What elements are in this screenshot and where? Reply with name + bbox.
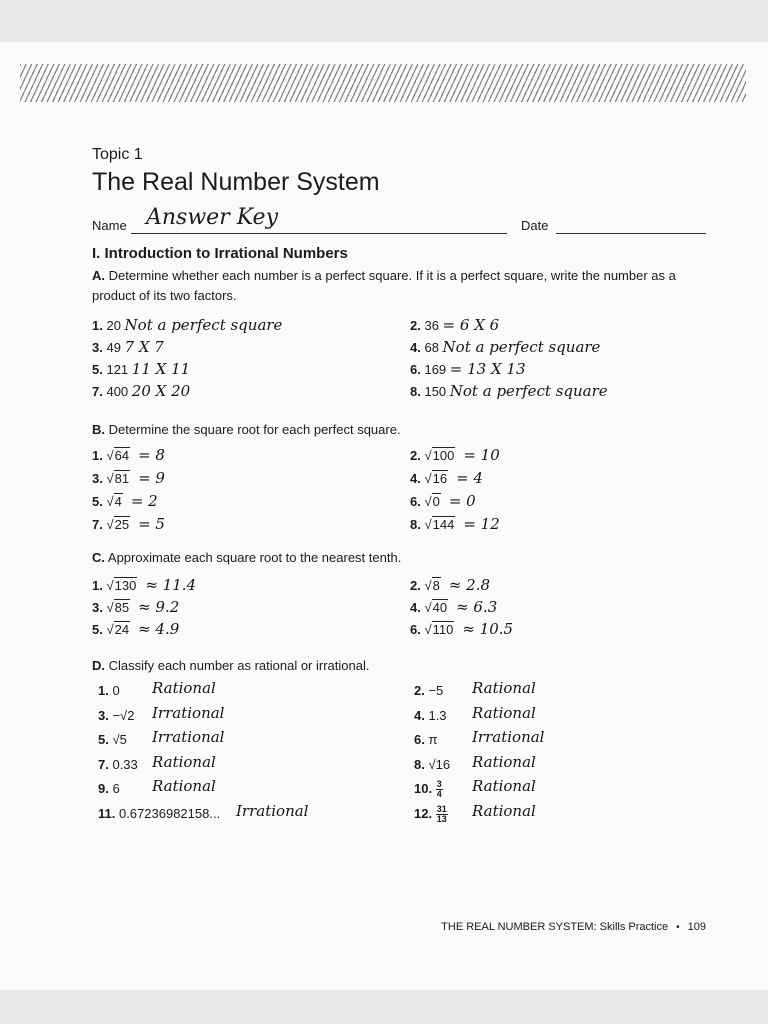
item-value: 169	[424, 362, 450, 377]
square-root	[106, 470, 130, 488]
list-item	[414, 805, 448, 824]
item-number: 3.	[98, 707, 113, 723]
item-number: 5.	[98, 732, 113, 747]
list-item	[92, 382, 190, 401]
square-root	[106, 493, 122, 511]
section-heading: I. Introduction to Irrational Numbers	[92, 245, 348, 262]
handwritten-answer: = 8	[138, 446, 165, 464]
handwritten-answer: Rational	[472, 679, 536, 697]
part-d-instruction	[92, 656, 369, 676]
item-number: 8.	[410, 517, 425, 532]
page-number: 109	[687, 921, 706, 933]
item-value: √5	[112, 732, 127, 747]
footer-bullet: •	[676, 922, 680, 933]
name-label: Name	[92, 218, 127, 233]
handwritten-answer: ≈ 9.2	[138, 598, 180, 616]
item-number: 3.	[92, 471, 107, 486]
square-root	[106, 621, 130, 639]
list-item	[98, 707, 134, 725]
item-number: 7.	[92, 517, 107, 532]
footer-text: THE REAL NUMBER SYSTEM: Skills Practice	[441, 921, 669, 933]
radicand: 25	[114, 517, 130, 532]
denominator: 13	[436, 813, 447, 824]
handwritten-answer: ≈ 4.9	[138, 620, 180, 638]
radical-sign: √	[106, 494, 114, 509]
item-number: 6.	[414, 732, 429, 747]
part-c-letter: C.	[92, 550, 105, 565]
item-number: 6.	[410, 494, 425, 509]
handwritten-answer: Rational	[472, 777, 536, 795]
radical-sign: √	[424, 448, 432, 463]
list-item	[92, 338, 164, 357]
handwritten-answer: = 10	[463, 446, 500, 464]
radicand: 4	[114, 494, 122, 509]
radicand: 85	[114, 600, 130, 615]
part-c-instruction	[92, 548, 401, 568]
handwritten-answer: Rational	[472, 801, 536, 820]
handwritten-answer: ≈ 6.3	[456, 598, 498, 616]
item-number: 6.	[410, 362, 425, 377]
handwritten-answer: Irrational	[236, 801, 309, 820]
square-root	[106, 599, 130, 617]
item-number: 4.	[410, 340, 425, 355]
item-value: 150	[424, 384, 450, 399]
list-item	[410, 446, 500, 465]
list-item	[414, 780, 443, 799]
list-item	[98, 805, 220, 823]
list-item	[98, 682, 120, 700]
square-root	[424, 516, 455, 534]
list-item	[410, 316, 499, 335]
handwritten-answer: Irrational	[152, 703, 225, 722]
square-root	[424, 621, 454, 639]
fraction	[436, 805, 448, 824]
radical-sign: √	[424, 517, 432, 532]
date-line	[556, 233, 706, 234]
item-number: 12.	[414, 805, 436, 821]
list-item	[410, 469, 483, 488]
item-number: 7.	[92, 384, 107, 399]
handwritten-answer: Rational	[152, 777, 216, 795]
item-number: 4.	[414, 707, 429, 723]
date-label: Date	[521, 218, 549, 233]
list-item	[98, 780, 120, 798]
radical-sign: √	[106, 622, 114, 637]
item-value: −√2	[112, 707, 135, 723]
handwritten-answer: = 6 X 6	[442, 316, 500, 334]
item-number: 5.	[92, 622, 107, 637]
item-value: π	[428, 732, 438, 747]
numerator: 31	[436, 803, 447, 814]
square-root	[424, 447, 455, 465]
part-d-letter: D.	[92, 658, 105, 673]
item-value: 1.3	[428, 707, 447, 723]
list-item	[414, 682, 443, 700]
part-b-letter: B.	[92, 422, 105, 437]
item-number: 2.	[410, 578, 425, 593]
item-number: 9.	[98, 781, 113, 796]
handwritten-answer: Rational	[152, 752, 216, 771]
item-number: 1.	[98, 683, 113, 698]
radicand: 24	[114, 622, 130, 637]
handwritten-answer: Rational	[472, 752, 536, 771]
radical-sign: √	[424, 494, 432, 509]
part-b-instruction	[92, 420, 401, 440]
list-item	[410, 492, 476, 511]
square-root	[424, 577, 440, 595]
list-item	[92, 598, 179, 617]
name-handwritten: Answer Key	[146, 205, 278, 230]
item-number: 4.	[410, 600, 425, 615]
list-item	[410, 620, 513, 639]
list-item	[410, 576, 490, 595]
item-number: 2.	[410, 318, 425, 333]
worksheet-page	[0, 42, 768, 990]
page-title: The Real Number System	[92, 168, 380, 196]
handwritten-answer: = 12	[463, 515, 500, 533]
numerator: 3	[436, 779, 442, 790]
radicand: 100	[432, 448, 455, 463]
item-number: 1.	[92, 448, 107, 463]
radicand: 110	[432, 622, 454, 637]
list-item	[92, 360, 190, 379]
square-root	[424, 470, 448, 488]
item-value: 6	[112, 781, 120, 796]
item-number: 2.	[414, 683, 429, 698]
list-item	[98, 756, 138, 774]
handwritten-answer: Irrational	[472, 728, 545, 746]
radicand: 0	[432, 494, 440, 509]
square-root	[424, 493, 440, 511]
handwritten-answer: 20 X 20	[131, 382, 191, 400]
item-number: 3.	[92, 340, 107, 355]
radical-sign: √	[106, 471, 114, 486]
handwritten-answer: Not a perfect square	[442, 338, 601, 356]
item-number: 2.	[410, 448, 425, 463]
square-root	[106, 516, 130, 534]
radicand: 81	[114, 471, 130, 486]
square-root	[424, 599, 448, 617]
list-item	[92, 316, 282, 335]
item-value: −5	[428, 683, 444, 698]
item-number: 5.	[92, 494, 107, 509]
list-item	[92, 515, 165, 534]
radical-sign: √	[424, 622, 432, 637]
part-c-text: Approximate each square root to the nearest tenth.	[107, 550, 402, 565]
handwritten-answer: ≈ 10.5	[462, 620, 514, 638]
handwritten-answer: 11 X 11	[131, 360, 191, 378]
item-value: 36	[424, 318, 443, 333]
handwritten-answer: = 9	[138, 469, 165, 487]
handwritten-answer: 7 X 7	[124, 338, 164, 356]
decorative-hatch-band	[20, 64, 746, 102]
handwritten-answer: = 4	[456, 469, 483, 487]
item-number: 11.	[98, 805, 119, 821]
radicand: 64	[114, 448, 130, 463]
part-a-text: Determine whether each number is a perfect square. If it is a perfect square, write the number as a product of its two factors.	[92, 268, 676, 303]
radical-sign: √	[106, 578, 114, 593]
denominator: 4	[436, 789, 442, 800]
item-number: 1.	[92, 578, 107, 593]
handwritten-answer: = 0	[448, 492, 476, 510]
handwritten-answer: ≈ 2.8	[448, 576, 491, 594]
fraction	[436, 780, 443, 799]
item-number: 8.	[414, 756, 429, 772]
item-value: 0.33	[112, 756, 138, 772]
list-item	[410, 515, 500, 534]
item-number: 4.	[410, 471, 425, 486]
item-number: 8.	[410, 384, 425, 399]
page-footer	[441, 921, 706, 933]
handwritten-answer: Rational	[152, 679, 216, 697]
radicand: 144	[432, 517, 455, 532]
radical-sign: √	[106, 448, 114, 463]
item-value: 0.67236982158...	[118, 805, 221, 821]
handwritten-answer: = 5	[138, 515, 165, 533]
handwritten-answer: Irrational	[152, 728, 225, 746]
item-value: 400	[106, 384, 132, 399]
handwritten-answer: = 13 X 13	[449, 360, 526, 378]
item-value: 49	[106, 340, 125, 355]
list-item	[92, 620, 179, 639]
list-item	[414, 707, 447, 725]
list-item	[410, 382, 608, 401]
list-item	[414, 756, 450, 774]
topic-label: Topic 1	[92, 146, 143, 163]
radical-sign: √	[106, 600, 114, 615]
radicand: 130	[114, 578, 137, 593]
radical-sign: √	[424, 471, 432, 486]
item-number: 6.	[410, 622, 425, 637]
radical-sign: √	[424, 600, 432, 615]
radicand: 40	[432, 600, 448, 615]
item-number: 3.	[92, 600, 107, 615]
item-value: 68	[424, 340, 443, 355]
list-item	[98, 731, 127, 749]
list-item	[92, 446, 165, 465]
item-number: 1.	[92, 318, 107, 333]
radical-sign: √	[106, 517, 114, 532]
list-item	[92, 492, 158, 511]
item-number: 7.	[98, 756, 113, 772]
list-item	[414, 731, 437, 749]
square-root	[106, 447, 130, 465]
radical-sign: √	[424, 578, 432, 593]
handwritten-answer: Not a perfect square	[449, 382, 608, 400]
list-item	[410, 598, 497, 617]
item-value: √16	[428, 756, 451, 772]
list-item	[92, 576, 196, 595]
name-line	[131, 233, 507, 234]
part-a-instruction	[92, 266, 692, 306]
list-item	[92, 469, 165, 488]
radicand: 16	[432, 471, 448, 486]
handwritten-answer: = 2	[130, 492, 158, 510]
item-value: 121	[106, 362, 132, 377]
part-d-text: Classify each number as rational or irrational.	[108, 658, 370, 673]
list-item	[410, 360, 526, 379]
part-b-text: Determine the square root for each perfect square.	[108, 422, 401, 437]
radicand: 8	[432, 578, 440, 593]
square-root	[106, 577, 137, 595]
item-value: 20	[106, 318, 125, 333]
handwritten-answer: Rational	[472, 703, 536, 722]
item-value: 0	[112, 683, 120, 698]
handwritten-answer: ≈ 11.4	[145, 576, 197, 594]
handwritten-answer: Not a perfect square	[124, 316, 283, 334]
item-number: 5.	[92, 362, 107, 377]
list-item	[410, 338, 600, 357]
part-a-letter: A.	[92, 268, 105, 283]
item-number: 10.	[414, 781, 436, 796]
